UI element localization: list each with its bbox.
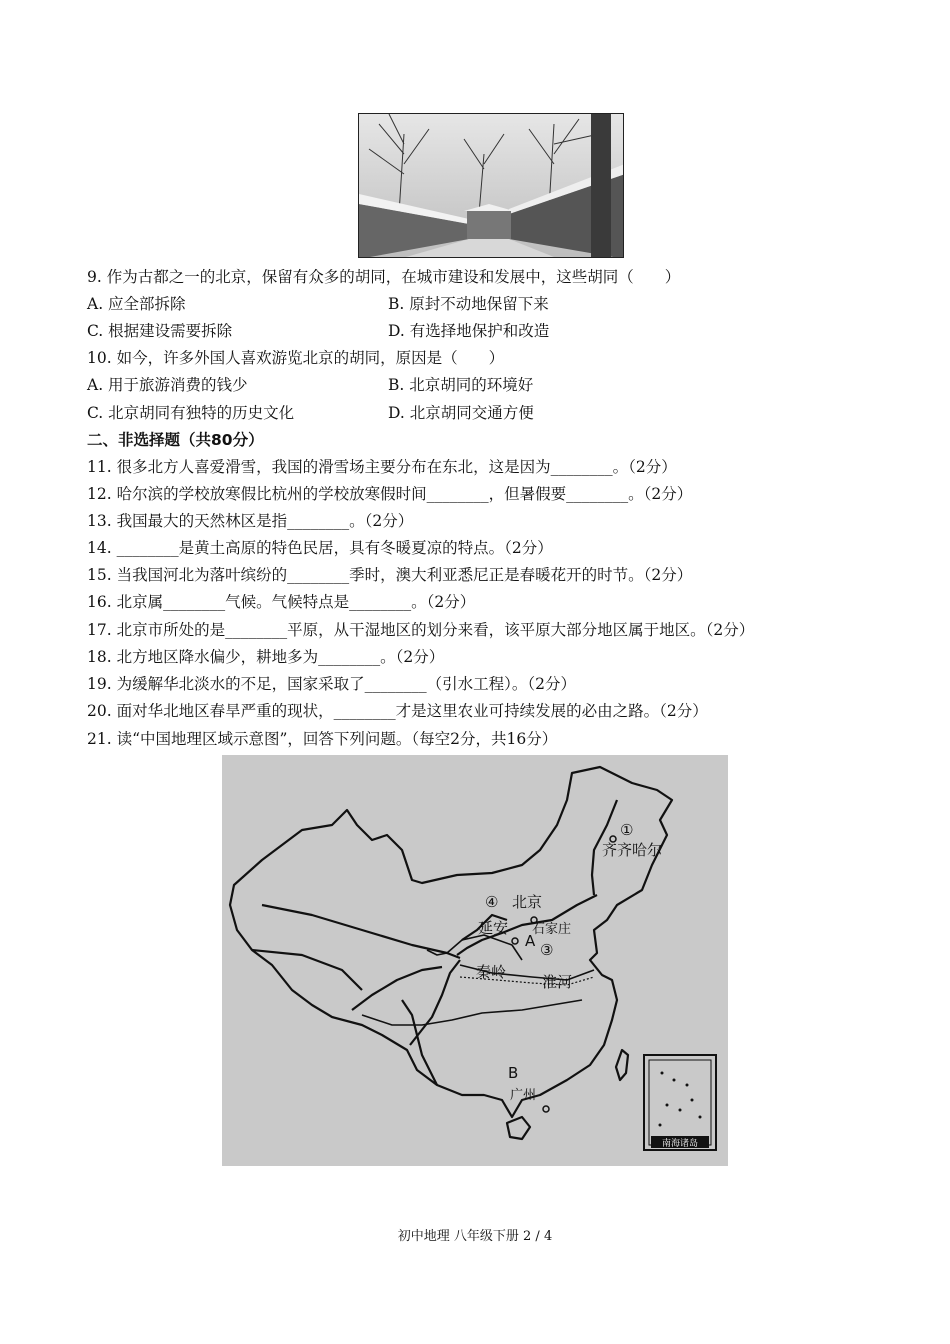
taiwan-outline: [616, 1050, 628, 1080]
question-18: 18. 北方地区降水偏少，耕地多为________。（2分）: [87, 648, 445, 666]
label-beijing: 北京: [512, 893, 543, 911]
question-21: 21. 读“中国地理区域示意图”，回答下列问题。（每空2分，共16分）: [87, 730, 558, 748]
label-yanan: 延安: [478, 919, 509, 937]
hainan-outline: [507, 1117, 530, 1139]
label-1: ①: [620, 821, 634, 839]
question-17: 17. 北京市所处的是________平原，从干湿地区的划分来看，该平原大部分地区属于地区。（2分）: [87, 621, 755, 639]
label-b: B: [508, 1064, 519, 1082]
question-12: 12. 哈尔滨的学校放寒假比杭州的学校放寒假时间________，但暑假要________。（2分）: [87, 485, 693, 503]
q10-option-a: A. 用于旅游消费的钱少: [87, 376, 248, 394]
label-a: A: [525, 932, 536, 950]
question-11: 11. 很多北方人喜爱滑雪，我国的滑雪场主要分布在东北，这是因为________。（2分）: [87, 458, 677, 476]
label-qinling: 秦岭: [476, 963, 507, 981]
section-title: 二、非选择题（共80分）: [87, 431, 264, 449]
question-13: 13. 我国最大的天然林区是指________。（2分）: [87, 512, 414, 530]
label-huaihe: 淮河: [542, 973, 573, 991]
q9-option-b: B. 原封不动地保留下来: [388, 295, 549, 313]
question-15: 15. 当我国河北为落叶缤纷的________季时，澳大利亚悉尼正是春暖花开的时节。（2分）: [87, 566, 693, 584]
question-20: 20. 面对华北地区春旱严重的现状，________才是这里农业可持续发展的必由之路。（2分）: [87, 702, 708, 720]
question-16: 16. 北京属________气候。气候特点是________。（2分）: [87, 593, 476, 611]
label-guangzhou: 广州: [510, 1088, 537, 1103]
q9-option-a: A. 应全部拆除: [87, 295, 186, 313]
page-footer: 初中地理 八年级下册 2 / 4: [397, 1229, 553, 1244]
south-china-sea-inset: [644, 1055, 716, 1150]
question-14: 14. ________是黄土高原的特色民居，具有冬暖夏凉的特点。（2分）: [87, 539, 553, 557]
label-qiqihar: 齐齐哈尔: [602, 841, 663, 859]
q9-option-d: D. 有选择地保护和改造: [388, 322, 550, 340]
q10-option-b: B. 北京胡同的环境好: [388, 376, 534, 394]
scs-label: 南海诸岛: [661, 1139, 699, 1149]
question-10: 10. 如今，许多外国人喜欢游览北京的胡同，原因是（ ）: [87, 349, 505, 367]
label-3: ③: [540, 941, 554, 959]
china-region-map: [222, 755, 728, 1166]
hutong-photo: [358, 113, 624, 258]
china-outline: [230, 767, 672, 1117]
label-shijiazhuang: 石家庄: [532, 922, 572, 937]
q10-option-d: D. 北京胡同交通方便: [388, 404, 534, 422]
q10-option-c: C. 北京胡同有独特的历史文化: [87, 404, 295, 422]
question-9: 9. 作为古都之一的北京，保留有众多的胡同，在城市建设和发展中，这些胡同（ ）: [87, 268, 681, 286]
question-19: 19. 为缓解华北淡水的不足，国家采取了________（引水工程）。（2分）: [87, 675, 576, 693]
q9-option-c: C. 根据建设需要拆除: [87, 322, 233, 340]
label-4: ④: [485, 893, 499, 911]
